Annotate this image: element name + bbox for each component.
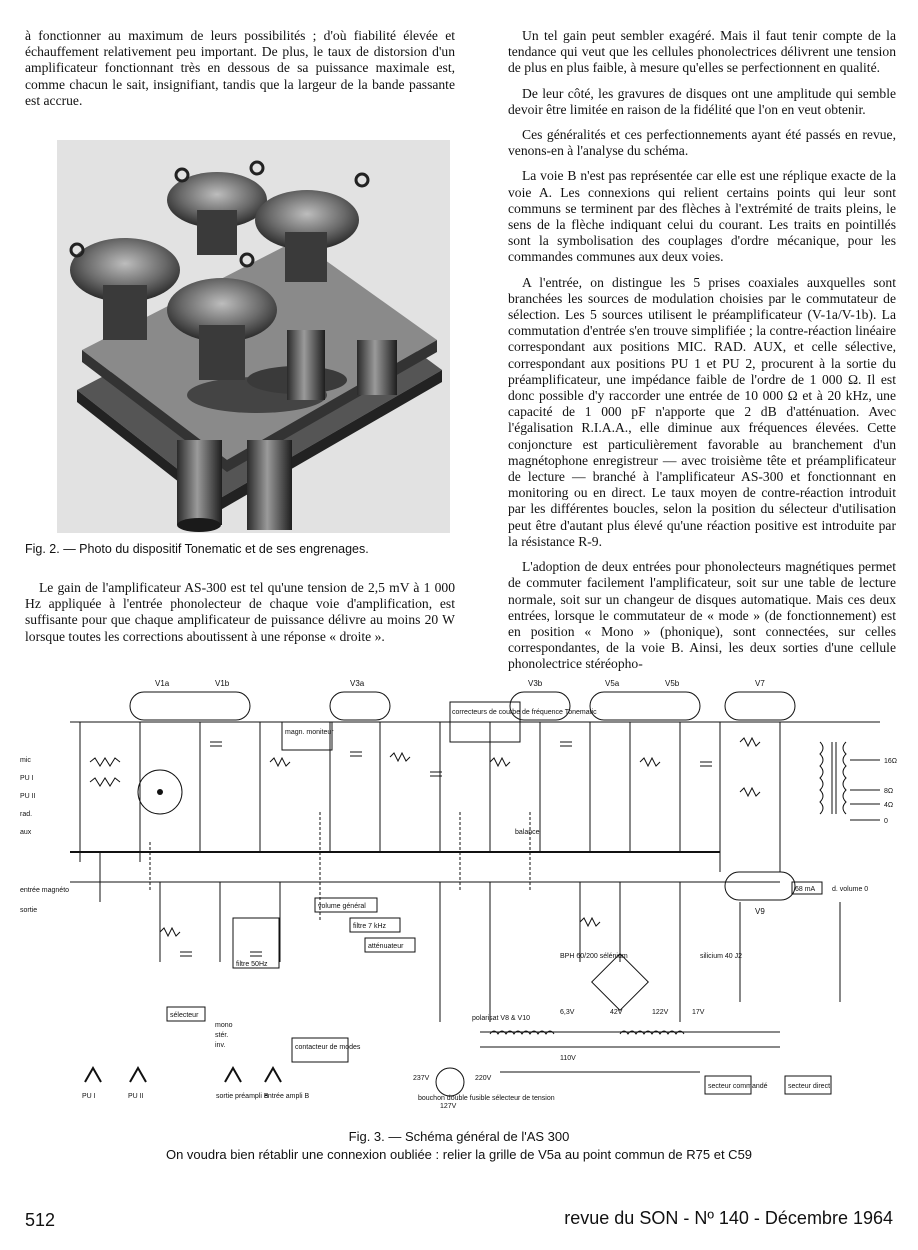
voltage-label: 237V <box>413 1075 430 1082</box>
bottom-label: stér. <box>215 1032 229 1039</box>
figure-3-note: On voudra bien rétablir une connexion oubliée : relier la grille de V5a au point commun de R75 et C59 <box>165 1147 753 1162</box>
voltage-label: 42V <box>610 1009 623 1016</box>
paragraph: Le gain de l'amplificateur AS-300 est tel qu'une tension de 2,5 mV à 1 000 Hz appliquée à l'entrée phonolecteur de chaque voie d'amplification, est suffisante pour que chaque amplificateur de puissance délivre au moins 20 W lorsque toutes les corrections aboutissent à une réponse « droite ». <box>25 580 455 644</box>
tube-label: V7 <box>755 679 765 688</box>
input-label: entrée magnéto <box>20 887 70 894</box>
bottom-label: mono <box>215 1022 233 1029</box>
box-label: correcteurs de courbe de fréquence Tonematic <box>452 709 597 716</box>
input-labels <box>20 757 69 914</box>
paragraph: Ces généralités et ces perfectionnements ayant été passés en revue, venons-en à l'analyse du schéma. <box>508 127 896 159</box>
input-selector-switch <box>138 770 182 814</box>
labelled-boxes <box>167 702 868 1102</box>
paragraph: L'adoption de deux entrées pour phonolecteurs magnétiques permet de commuter facilement l'amplificateur, soit sur une table de lecture normale, soit sur un changeur de disques automatique. Mais ces deux entrées, lorsque le commutateur de « mode » (de fonctionnement) est en position « Mono » (phonique), sont connectées, sur celles correspondantes, de la voie B. Ainsi, les deux sorties d'une cellule phonolectrice stéréopho- <box>508 559 896 672</box>
paragraph: La voie B n'est pas représentée car elle est une réplique exacte de la voie A. Les connexions qui relient certains points qui leur sont communs se terminent par des flèches à l'extrémité de traits pleins, le sens de la flèche indiquant celui du courant. Les traits en pointillés sont la symbolisation des couplages d'ordre mécanique, pour les commandes communes aux deux voies. <box>508 168 896 265</box>
tube-label: V3a <box>350 679 365 688</box>
output-label: 4Ω <box>884 802 894 809</box>
journal-footer: revue du SON - Nº 140 - Décembre 1964 <box>564 1208 893 1228</box>
voltage-label: 110V <box>560 1055 576 1062</box>
output-transformer <box>820 742 880 820</box>
tube-label: V5b <box>665 679 680 688</box>
voltage-label: 220V <box>475 1075 492 1082</box>
figure-2-caption: Fig. 2. — Photo du dispositif Tonematic et de ses engrenages. <box>25 542 369 556</box>
right-column <box>508 28 896 682</box>
figure-3-caption-block <box>0 1128 918 1164</box>
bottom-label: PU II <box>128 1093 144 1100</box>
paragraph: A l'entrée, on distingue les 5 prises coaxiales auxquelles sont branchées les sources de modulation choisies par le commutateur de sélection. Les 5 sources utilisent le préamplificateur (V-1a/V-1b). La commutation d'entrée s'en trouve simplifiée ; la contre-réaction linéaire correspondant aux positions MIC. RAD. AUX, et celle sélective, correspondant aux positions PU 1 et PU 2, procurent à la sortie du préamplificateur, une impédance faible de l'ordre de 1 000 Ω. Il est donc possible d'y raccorder une entrée de 10 000 Ω et à 20 kHz, une capacité de 1 000 pF n'apporte que 2 dB d'atténuation. Avec l'égalisation R.I.A.A., elle diminue aux fréquences élevées. Cette conjoncture est particulièrement favorable au branchement d'un magnétophone enregistreur — avec troisième tête et préamplificateur de lecture — branché à l'amplificateur AS-300 et fonctionnant en monitoring ou en direct. Le taux moyen de contre-réaction introduit par les différentes boucles, selon la position du sélecteur d'utilisation peut être d'autant plus élevé qu'une réaction positive est introduite par la résistance R-9. <box>508 274 896 549</box>
left-column-bottom <box>25 580 455 654</box>
input-label: rad. <box>20 811 33 818</box>
tube-label: V1b <box>215 679 230 688</box>
input-label: sortie <box>20 907 38 914</box>
bottom-label: inv. <box>215 1042 226 1049</box>
output-labels <box>884 758 897 825</box>
voltage-label: 122V <box>652 1009 669 1016</box>
box-label: d. volume 0 <box>832 886 869 893</box>
box-label: filtre 7 kHz <box>353 923 387 930</box>
input-label: aux <box>20 829 32 836</box>
tonematic-photo <box>57 140 450 533</box>
box-label: BPH 60/200 sélénium <box>560 953 628 960</box>
output-label: 8Ω <box>884 788 894 795</box>
box-label: contacteur de modes <box>295 1044 361 1051</box>
schematic-diagram <box>20 662 900 1122</box>
voltage-label: 17V <box>692 1009 705 1016</box>
box-label: magn. moniteur <box>285 729 334 736</box>
box-label: 68 mA <box>795 886 816 893</box>
resistors <box>90 738 760 936</box>
tube-v5 <box>590 679 700 720</box>
tube-label: V3b <box>528 679 543 688</box>
input-label: PU I <box>20 775 34 782</box>
bottom-label: sortie préampli B <box>216 1093 269 1100</box>
box-label: filtre 50Hz <box>236 961 268 968</box>
figure-3-caption: Fig. 3. — Schéma général de l'AS 300 <box>348 1129 570 1144</box>
output-label: 16Ω <box>884 758 898 765</box>
box-label: bouchon double fusible sélecteur de tension <box>418 1095 555 1102</box>
voltage-label: 127V <box>440 1103 457 1110</box>
tube-label: V1a <box>155 679 170 688</box>
tube-v1 <box>130 679 250 720</box>
paragraph: Un tel gain peut sembler exagéré. Mais il faut tenir compte de la tendance qui veut que les cellules phonolectrices délivrent une tension de plus en plus faible, à mesure qu'elles se perfectionnent en qualité. <box>508 28 896 76</box>
paragraph: De leur côté, les gravures de disques ont une amplitude qui semble devoir être limitée en raison de la fidélité que l'on en veut obtenir. <box>508 85 896 117</box>
box-label: atténuateur <box>368 943 404 950</box>
box-label: volume général <box>318 903 366 910</box>
tonematic-photo-drawing <box>57 140 450 533</box>
schematic-svg <box>20 662 900 1122</box>
page-number: 512 <box>25 1210 56 1230</box>
bottom-label: polarisat V8 & V10 <box>472 1015 530 1022</box>
tube-label: V9 <box>755 907 765 916</box>
output-label: 0 <box>884 818 888 825</box>
tube-label: V5a <box>605 679 620 688</box>
tube-v9 <box>725 872 795 916</box>
box-label: silicium 40 J2 <box>700 953 743 960</box>
bottom-label: PU I <box>82 1093 96 1100</box>
box-label: sélecteur <box>170 1012 199 1019</box>
input-label: mic <box>20 757 31 764</box>
paragraph: à fonctionner au maximum de leurs possibilités ; d'où fiabilité élevée et échauffement relativement peu important. De plus, le taux de distorsion d'un amplificateur fonctionnant très en dessous de sa puissance maximale est, comme chacun le sait, insignifiant, tandis que la largeur de la bande passante est accrue. <box>25 28 455 108</box>
bottom-label: entrée ampli B <box>264 1093 310 1100</box>
voltage-label: 6,3V <box>560 1009 575 1016</box>
box-label: secteur commandé <box>708 1083 768 1090</box>
input-label: PU II <box>20 793 36 800</box>
left-column-top <box>25 28 455 118</box>
tube-v7 <box>725 679 795 720</box>
box-label: balance <box>515 829 540 836</box>
box-label: secteur direct <box>788 1083 831 1090</box>
